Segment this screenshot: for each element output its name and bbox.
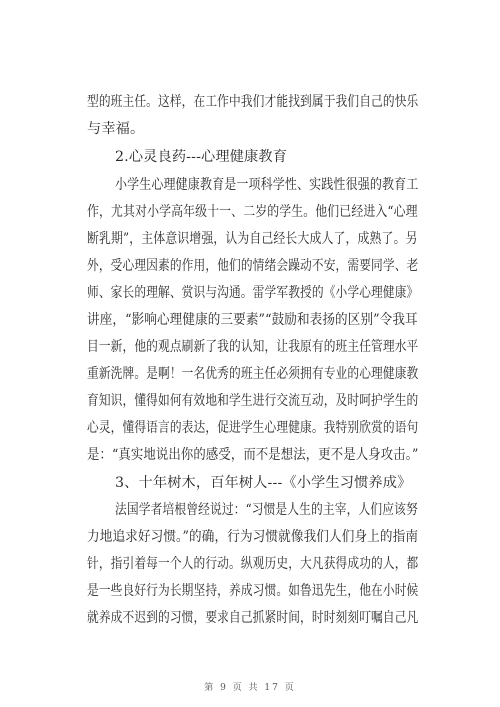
text-line: 外，受心理因素的作用，他们的情绪会躁动不安，需要同学、老 <box>87 258 419 274</box>
text-line: 重新洗牌。是啊！一名优秀的班主任必须拥有专业的心理健康教 <box>87 366 419 382</box>
section-heading: 2.心灵良药---心理健康教育 <box>115 149 288 165</box>
text-line: 育知识，懂得如何有效地和学生进行交流互动，及时呵护学生的 <box>87 393 419 409</box>
text-line: 是一些良好行为长期坚持，养成习惯。如鲁迅先生，他在小时候 <box>87 583 419 599</box>
text-line: 法国学者培根曾经说过：“习惯是人生的主宰，人们应该努 <box>115 502 418 518</box>
text-line: 目一新，他的观点刷新了我的认知，让我原有的班主任管理水平 <box>87 339 419 355</box>
text-line: 讲座，“影响心理健康的三要素”“鼓励和表扬的区别”令我耳 <box>87 312 418 328</box>
page-number: 第 9 页 共 17 页 <box>204 683 296 693</box>
text-line: 与幸福。 <box>87 121 145 137</box>
text-line: 师、家长的理解、赏识与沟通。雷学军教授的《小学心理健康》 <box>87 285 419 301</box>
text-line: 小学生心理健康教育是一项科学性、实践性很强的教育工 <box>115 177 419 193</box>
text-line: 型的班主任。这样，在工作中我们才能找到属于我们自己的快乐 <box>87 94 419 110</box>
section-heading: 3、十年树木，百年树人---《小学生习惯养成》 <box>115 475 412 491</box>
text-line: 是：“真实地说出你的感受，而不是想法，更不是人身攻击。” <box>87 447 419 463</box>
text-line: 断乳期”，主体意识增强，认为自己经长大成人了，成熟了。另 <box>87 231 418 247</box>
text-line: 就养成不迟到的习惯，要求自己抓紧时间，时时刻刻叮嘱自己凡 <box>87 610 419 626</box>
text-line: 心灵，懂得语言的表达，促进学生心理健康。我特别欣赏的语句 <box>87 420 419 436</box>
text-line: 针，指引着每一个人的行动。纵观历史，大凡获得成功的人，都 <box>87 556 419 572</box>
text-line: 力地追求好习惯。”的确，行为习惯就像我们人们身上的指南 <box>87 529 419 545</box>
text-line: 作，尤其对小学高年级十一、二岁的学生。他们已经进入“心理 <box>87 204 418 220</box>
